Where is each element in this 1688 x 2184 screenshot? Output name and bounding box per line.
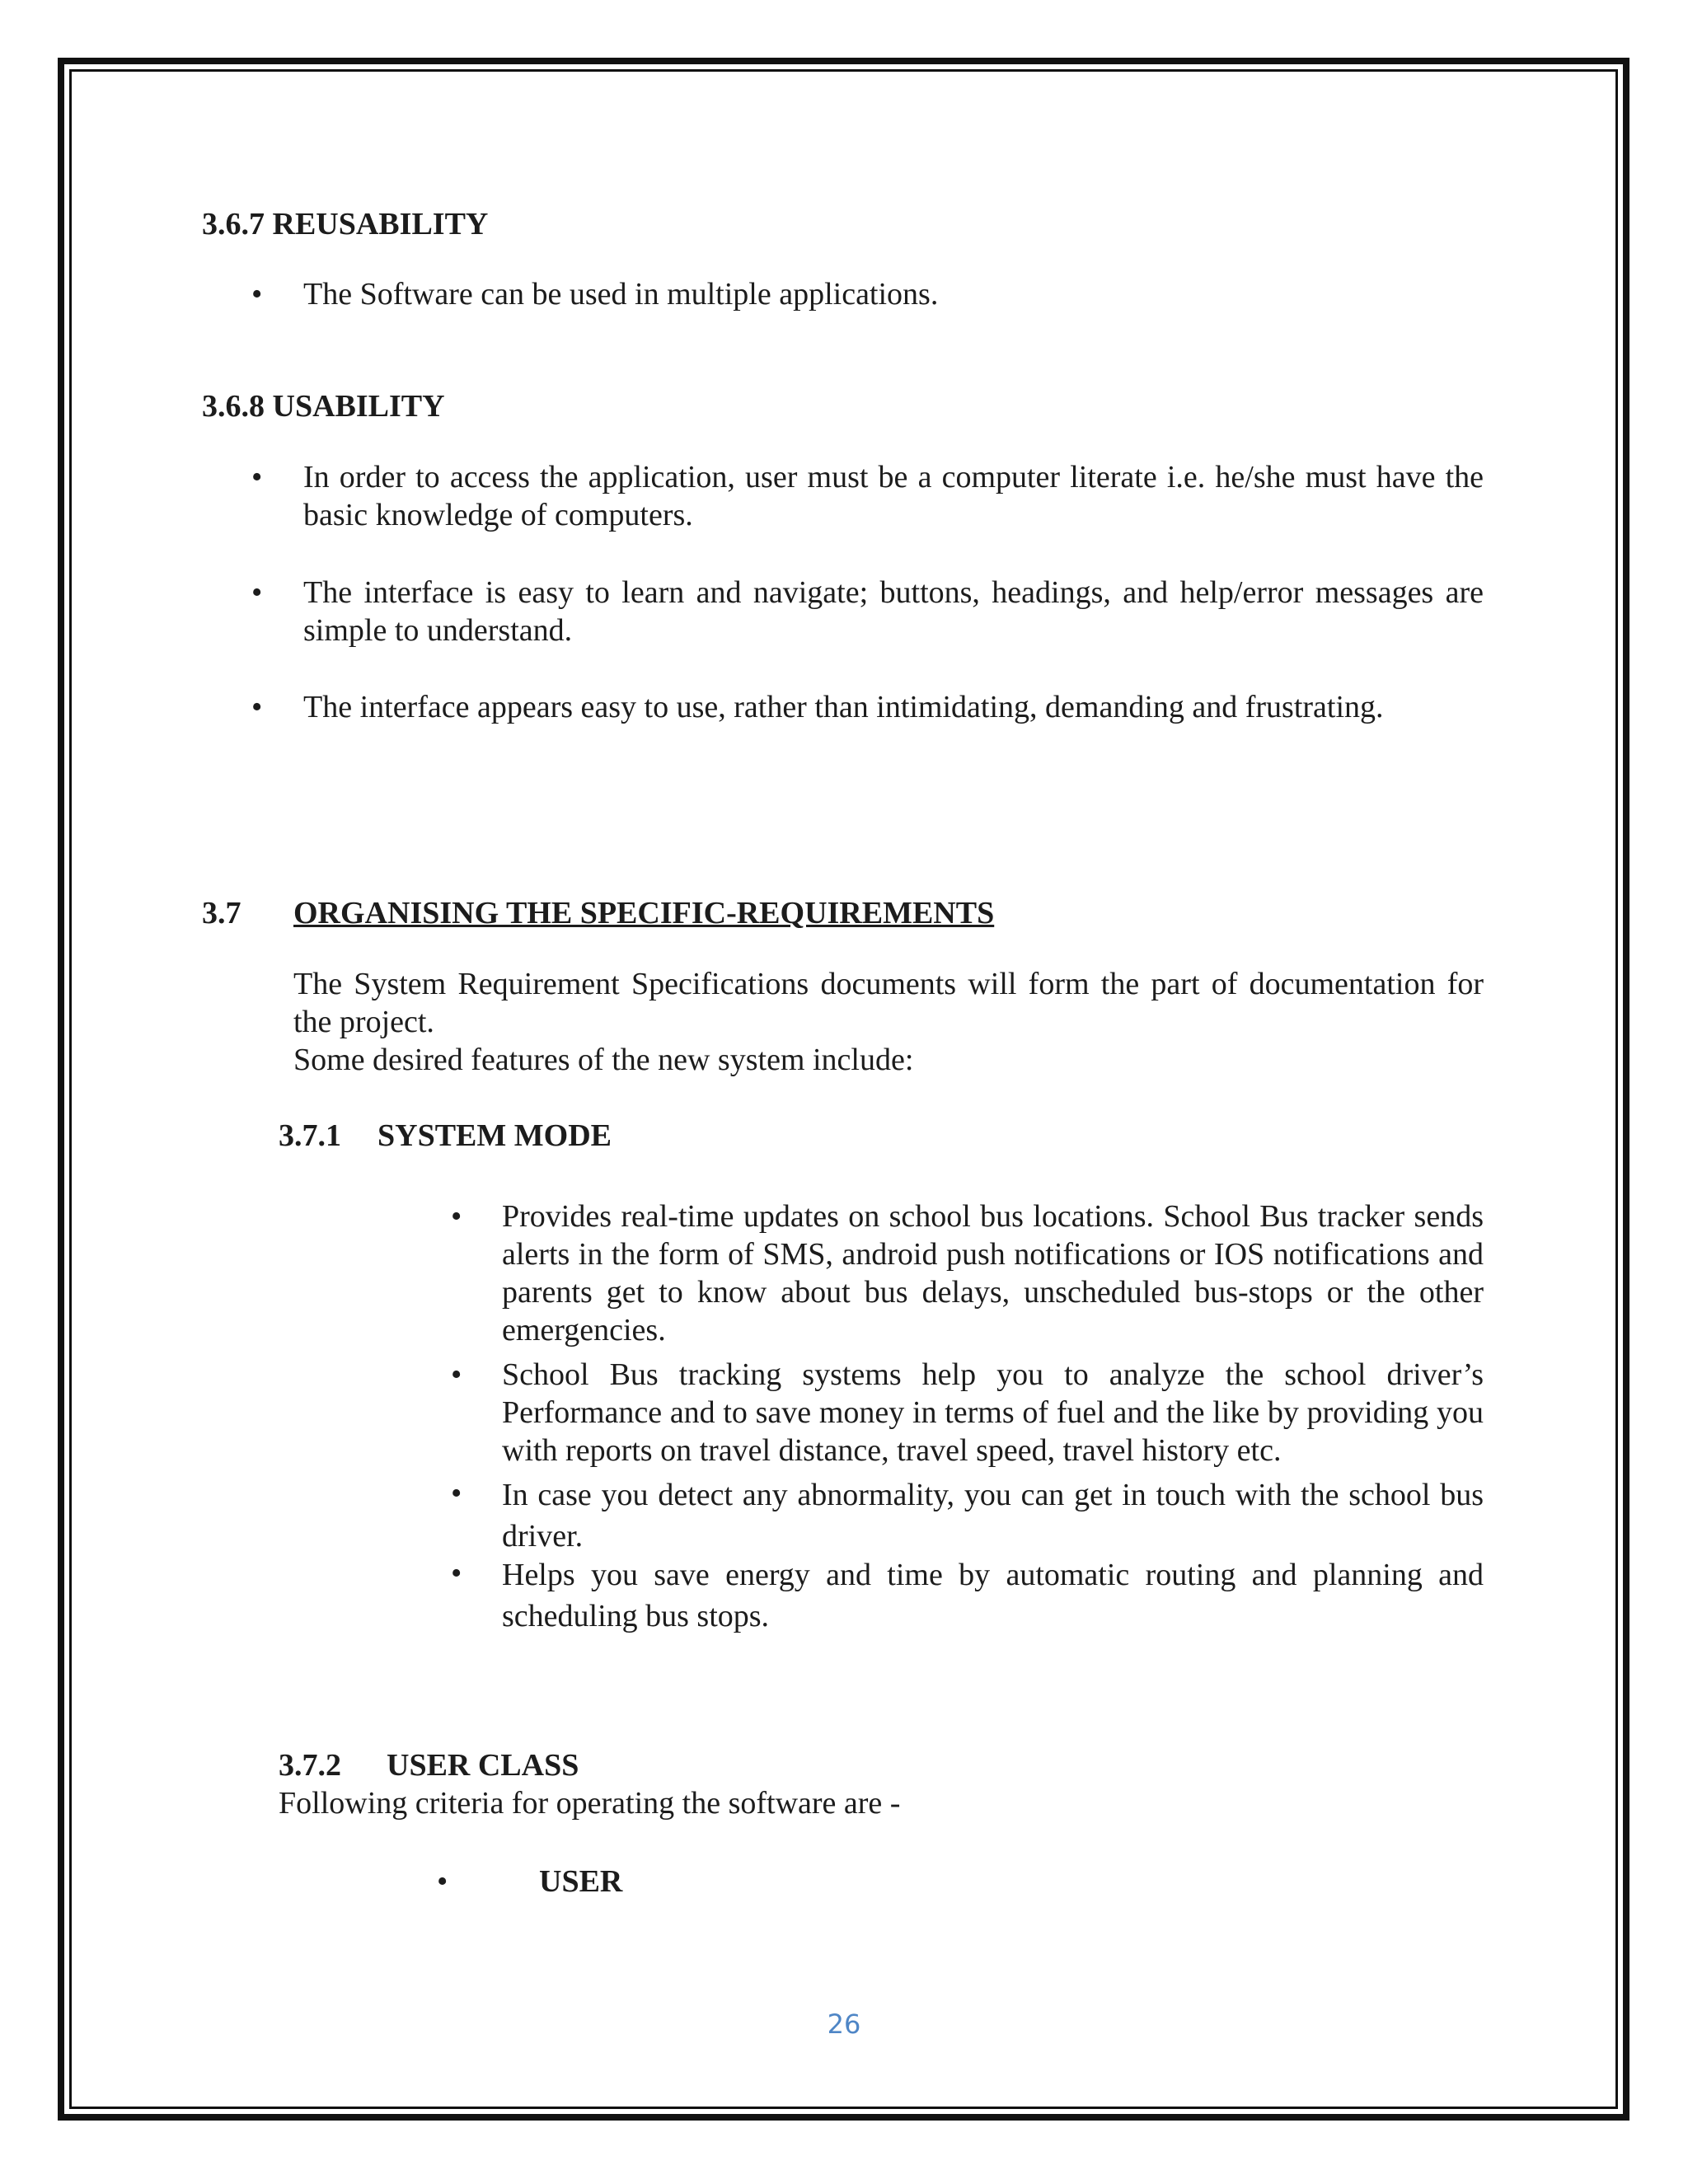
system-mode-bullet-3: In case you detect any abnormality, you can get in touch with the school bus driver. xyxy=(502,1478,1484,1554)
usability-bullet-3: The interface appears easy to use, rather than intimidating, demanding and frustrating. xyxy=(303,690,1384,724)
section-number-3-7: 3.7 xyxy=(202,896,241,930)
usability-bullet-1: In order to access the application, user must be a computer literate i.e. he/she must have the basic knowledge of computers. xyxy=(303,460,1484,532)
subsection-number-3-7-1: 3.7.1 xyxy=(279,1118,341,1153)
system-mode-bullet-4: Helps you save energy and time by automatic routing and planning and scheduling bus stops. xyxy=(502,1558,1484,1633)
bullet-icon: • xyxy=(451,1199,462,1234)
usability-bullet-2: The interface is easy to learn and navigate; buttons, headings, and help/error messages are simple to understand. xyxy=(303,575,1484,648)
bullet-icon: • xyxy=(451,1556,462,1591)
bullet-icon: • xyxy=(451,1357,462,1392)
user-class-bullet-user: USER xyxy=(539,1864,623,1899)
organising-paragraph-2: Some desired features of the new system include: xyxy=(293,1043,914,1077)
bullet-icon: • xyxy=(251,460,263,494)
user-class-intro: Following criteria for operating the software are - xyxy=(279,1786,901,1821)
subsection-number-3-7-2: 3.7.2 xyxy=(279,1748,341,1783)
bullet-icon: • xyxy=(251,690,263,724)
bullet-icon: • xyxy=(437,1864,448,1899)
system-mode-bullet-2: School Bus tracking systems help you to analyze the school driver’s Performance and to save money in terms of fuel and the like by providing you with reports on travel distance, travel speed, travel history etc. xyxy=(502,1357,1484,1468)
subsection-title-user-class: USER CLASS xyxy=(387,1748,579,1783)
subsection-title-system-mode: SYSTEM MODE xyxy=(377,1118,612,1153)
bullet-icon: • xyxy=(251,575,263,610)
page-number: 26 xyxy=(827,2008,861,2040)
section-heading-usability: 3.6.8 USABILITY xyxy=(202,389,445,424)
system-mode-bullet-1: Provides real-time updates on school bus locations. School Bus tracker sends alerts in the form of SMS, android push notifications or IOS notifications and parents get to know about bus delays, unscheduled bus-stops or the other emergencies. xyxy=(502,1199,1484,1347)
section-title-organising: ORGANISING THE SPECIFIC-REQUIREMENTS xyxy=(293,896,995,930)
bullet-icon: • xyxy=(251,277,263,312)
bullet-icon: • xyxy=(451,1476,462,1511)
section-heading-reusability: 3.6.7 REUSABILITY xyxy=(202,207,489,241)
reusability-bullet-1: The Software can be used in multiple applications. xyxy=(303,277,939,312)
organising-paragraph-1: The System Requirement Specifications documents will form the part of documentation for the project. xyxy=(293,967,1484,1039)
